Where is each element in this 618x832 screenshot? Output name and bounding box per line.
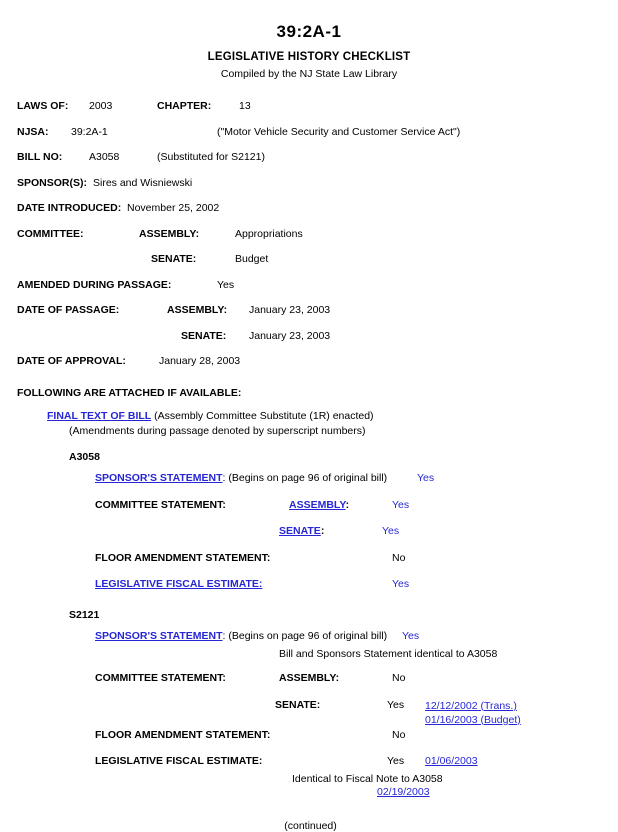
a3058-committee-assembly-link[interactable]: ASSEMBLY bbox=[289, 498, 346, 511]
a3058-fiscal-estimate-link[interactable]: LEGISLATIVE FISCAL ESTIMATE: bbox=[95, 578, 263, 590]
page-subtitle: LEGISLATIVE HISTORY CHECKLIST bbox=[207, 51, 411, 63]
s2121-fiscal-estimate-value: Yes bbox=[387, 755, 405, 767]
s2121-committee-senate-value: Yes bbox=[387, 698, 405, 711]
row-passage-senate bbox=[17, 330, 604, 344]
committee-label: COMMITTEE: bbox=[17, 227, 84, 240]
final-text-of-bill-link[interactable]: FINAL TEXT OF BILL bbox=[47, 410, 152, 422]
checklist-fields bbox=[0, 100, 618, 832]
s2121-floor-amendment-row bbox=[47, 729, 604, 743]
committee-assembly-label: ASSEMBLY: bbox=[139, 227, 200, 240]
passage-assembly-value: January 23, 2003 bbox=[249, 304, 331, 316]
row-laws-of bbox=[17, 100, 604, 114]
s2121-floor-amendment-value: No bbox=[392, 728, 406, 741]
row-njsa bbox=[17, 126, 604, 140]
passage-senate-label: SENATE: bbox=[181, 329, 227, 342]
row-passage-assembly bbox=[17, 304, 604, 318]
s2121-committee-statement-label: COMMITTEE STATEMENT: bbox=[95, 672, 226, 684]
njsa-note: ("Motor Vehicle Security and Customer Service Act") bbox=[217, 125, 461, 138]
committee-senate-label: SENATE: bbox=[151, 253, 197, 265]
amended-value: Yes bbox=[217, 278, 235, 291]
s2121-sponsors-statement-note: : (Begins on page 96 of original bill) bbox=[222, 630, 388, 642]
laws-of-value: 2003 bbox=[89, 100, 113, 112]
a3058-sponsors-statement-note: : (Begins on page 96 of original bill) bbox=[222, 472, 388, 484]
s2121-identical-note: Bill and Sponsors Statement identical to A3058 bbox=[279, 648, 498, 660]
chapter-label: CHAPTER: bbox=[157, 100, 212, 112]
amendment-note: (Amendments during passage denoted by superscript numbers) bbox=[69, 425, 366, 437]
a3058-fiscal-estimate-value: Yes bbox=[392, 578, 410, 590]
s2121-senate-link-budget[interactable]: 01/16/2003 (Budget) bbox=[425, 713, 521, 726]
document-page bbox=[0, 22, 618, 832]
s2121-fiscal-estimate-label: LEGISLATIVE FISCAL ESTIMATE: bbox=[95, 755, 263, 767]
s2121-committee-assembly-label: ASSEMBLY: bbox=[279, 672, 340, 684]
passage-senate-value: January 23, 2003 bbox=[249, 329, 331, 342]
attached-heading: FOLLOWING ARE ATTACHED IF AVAILABLE: bbox=[17, 387, 242, 399]
a3058-committee-assembly-link-wrap bbox=[289, 499, 349, 511]
a3058-fiscal-estimate-row bbox=[47, 578, 604, 592]
row-sponsors bbox=[17, 177, 604, 191]
row-date-introduced bbox=[17, 202, 604, 216]
row-approval bbox=[17, 355, 604, 369]
s2121-committee-senate-label: SENATE: bbox=[275, 698, 321, 711]
date-approval-label: DATE OF APPROVAL: bbox=[17, 355, 126, 367]
s2121-fiscal-link-0106[interactable]: 01/06/2003 bbox=[425, 755, 478, 767]
row-bill-no bbox=[17, 151, 604, 165]
sponsors-value: Sires and Wisniewski bbox=[93, 176, 193, 189]
a3058-committee-assembly-value: Yes bbox=[392, 498, 410, 511]
s2121-sponsors-statement-value: Yes bbox=[402, 630, 420, 642]
a3058-sponsors-statement-row bbox=[47, 472, 604, 486]
s2121-fiscal-identical-note: Identical to Fiscal Note to A3058 bbox=[292, 773, 443, 785]
row-committee-senate bbox=[17, 253, 604, 267]
chapter-value: 13 bbox=[239, 100, 251, 112]
njsa-label: NJSA: bbox=[17, 125, 49, 138]
amended-label: AMENDED DURING PASSAGE: bbox=[17, 278, 172, 291]
sponsors-label: SPONSOR(S): bbox=[17, 176, 88, 189]
a3058-committee-senate-link[interactable]: SENATE bbox=[279, 525, 321, 537]
a3058-floor-amendment-row bbox=[47, 552, 604, 566]
a3058-committee-senate-value: Yes bbox=[382, 525, 400, 537]
s2121-fiscal-estimate-row bbox=[47, 755, 604, 769]
date-introduced-label: DATE INTRODUCED: bbox=[17, 202, 122, 214]
njsa-value: 39:2A-1 bbox=[71, 125, 108, 138]
row-amended bbox=[17, 279, 604, 293]
s2121-senate-link-trans[interactable]: 12/12/2002 (Trans.) bbox=[425, 699, 517, 712]
date-passage-label: DATE OF PASSAGE: bbox=[17, 304, 120, 316]
a3058-sponsors-statement-value: Yes bbox=[417, 472, 435, 484]
a3058-floor-amendment-value: No bbox=[392, 551, 406, 564]
a3058-committee-assembly-row bbox=[47, 499, 604, 513]
date-introduced-value: November 25, 2002 bbox=[127, 202, 220, 214]
a3058-committee-senate-link-wrap bbox=[279, 525, 324, 537]
bill-s2121-label: S2121 bbox=[69, 609, 100, 621]
final-text-note: (Assembly Committee Substitute (1R) enacted) bbox=[154, 410, 374, 422]
continued-footer: (continued) bbox=[284, 820, 337, 832]
s2121-sponsors-statement-row bbox=[47, 630, 604, 644]
attached-section bbox=[17, 410, 604, 798]
committee-assembly-value: Appropriations bbox=[235, 227, 303, 240]
a3058-floor-amendment-label: FLOOR AMENDMENT STATEMENT: bbox=[95, 551, 271, 564]
s2121-fiscal-link-0219[interactable]: 02/19/2003 bbox=[377, 786, 430, 798]
passage-assembly-label: ASSEMBLY: bbox=[167, 304, 228, 316]
s2121-committee-senate-row bbox=[47, 698, 604, 726]
bill-no-label: BILL NO: bbox=[17, 151, 63, 163]
a3058-committee-senate-row bbox=[47, 525, 604, 539]
s2121-committee-assembly-value: No bbox=[392, 672, 406, 684]
bill-no-value: A3058 bbox=[89, 151, 120, 163]
s2121-committee-assembly-row bbox=[47, 672, 604, 686]
row-committee-assembly bbox=[17, 228, 604, 242]
compiled-by-line: Compiled by the NJ State Law Library bbox=[220, 68, 398, 80]
a3058-committee-senate-colon: : bbox=[320, 525, 325, 537]
committee-senate-value: Budget bbox=[235, 253, 269, 265]
page-title: 39:2A-1 bbox=[276, 22, 342, 41]
final-text-line bbox=[47, 410, 604, 422]
bill-no-note: (Substituted for S2121) bbox=[157, 151, 265, 163]
a3058-sponsors-statement-link[interactable]: SPONSOR'S STATEMENT bbox=[95, 472, 223, 484]
s2121-fiscal-link-0219-wrap bbox=[47, 786, 604, 798]
date-approval-value: January 28, 2003 bbox=[159, 355, 241, 367]
s2121-floor-amendment-label: FLOOR AMENDMENT STATEMENT: bbox=[95, 728, 271, 741]
a3058-committee-assembly-colon: : bbox=[345, 498, 350, 511]
laws-of-label: LAWS OF: bbox=[17, 100, 69, 112]
a3058-committee-statement-label: COMMITTEE STATEMENT: bbox=[95, 498, 226, 511]
bill-a3058-label: A3058 bbox=[69, 451, 100, 463]
s2121-committee-senate-links bbox=[425, 699, 521, 727]
s2121-sponsors-statement-link[interactable]: SPONSOR'S STATEMENT bbox=[95, 630, 223, 642]
